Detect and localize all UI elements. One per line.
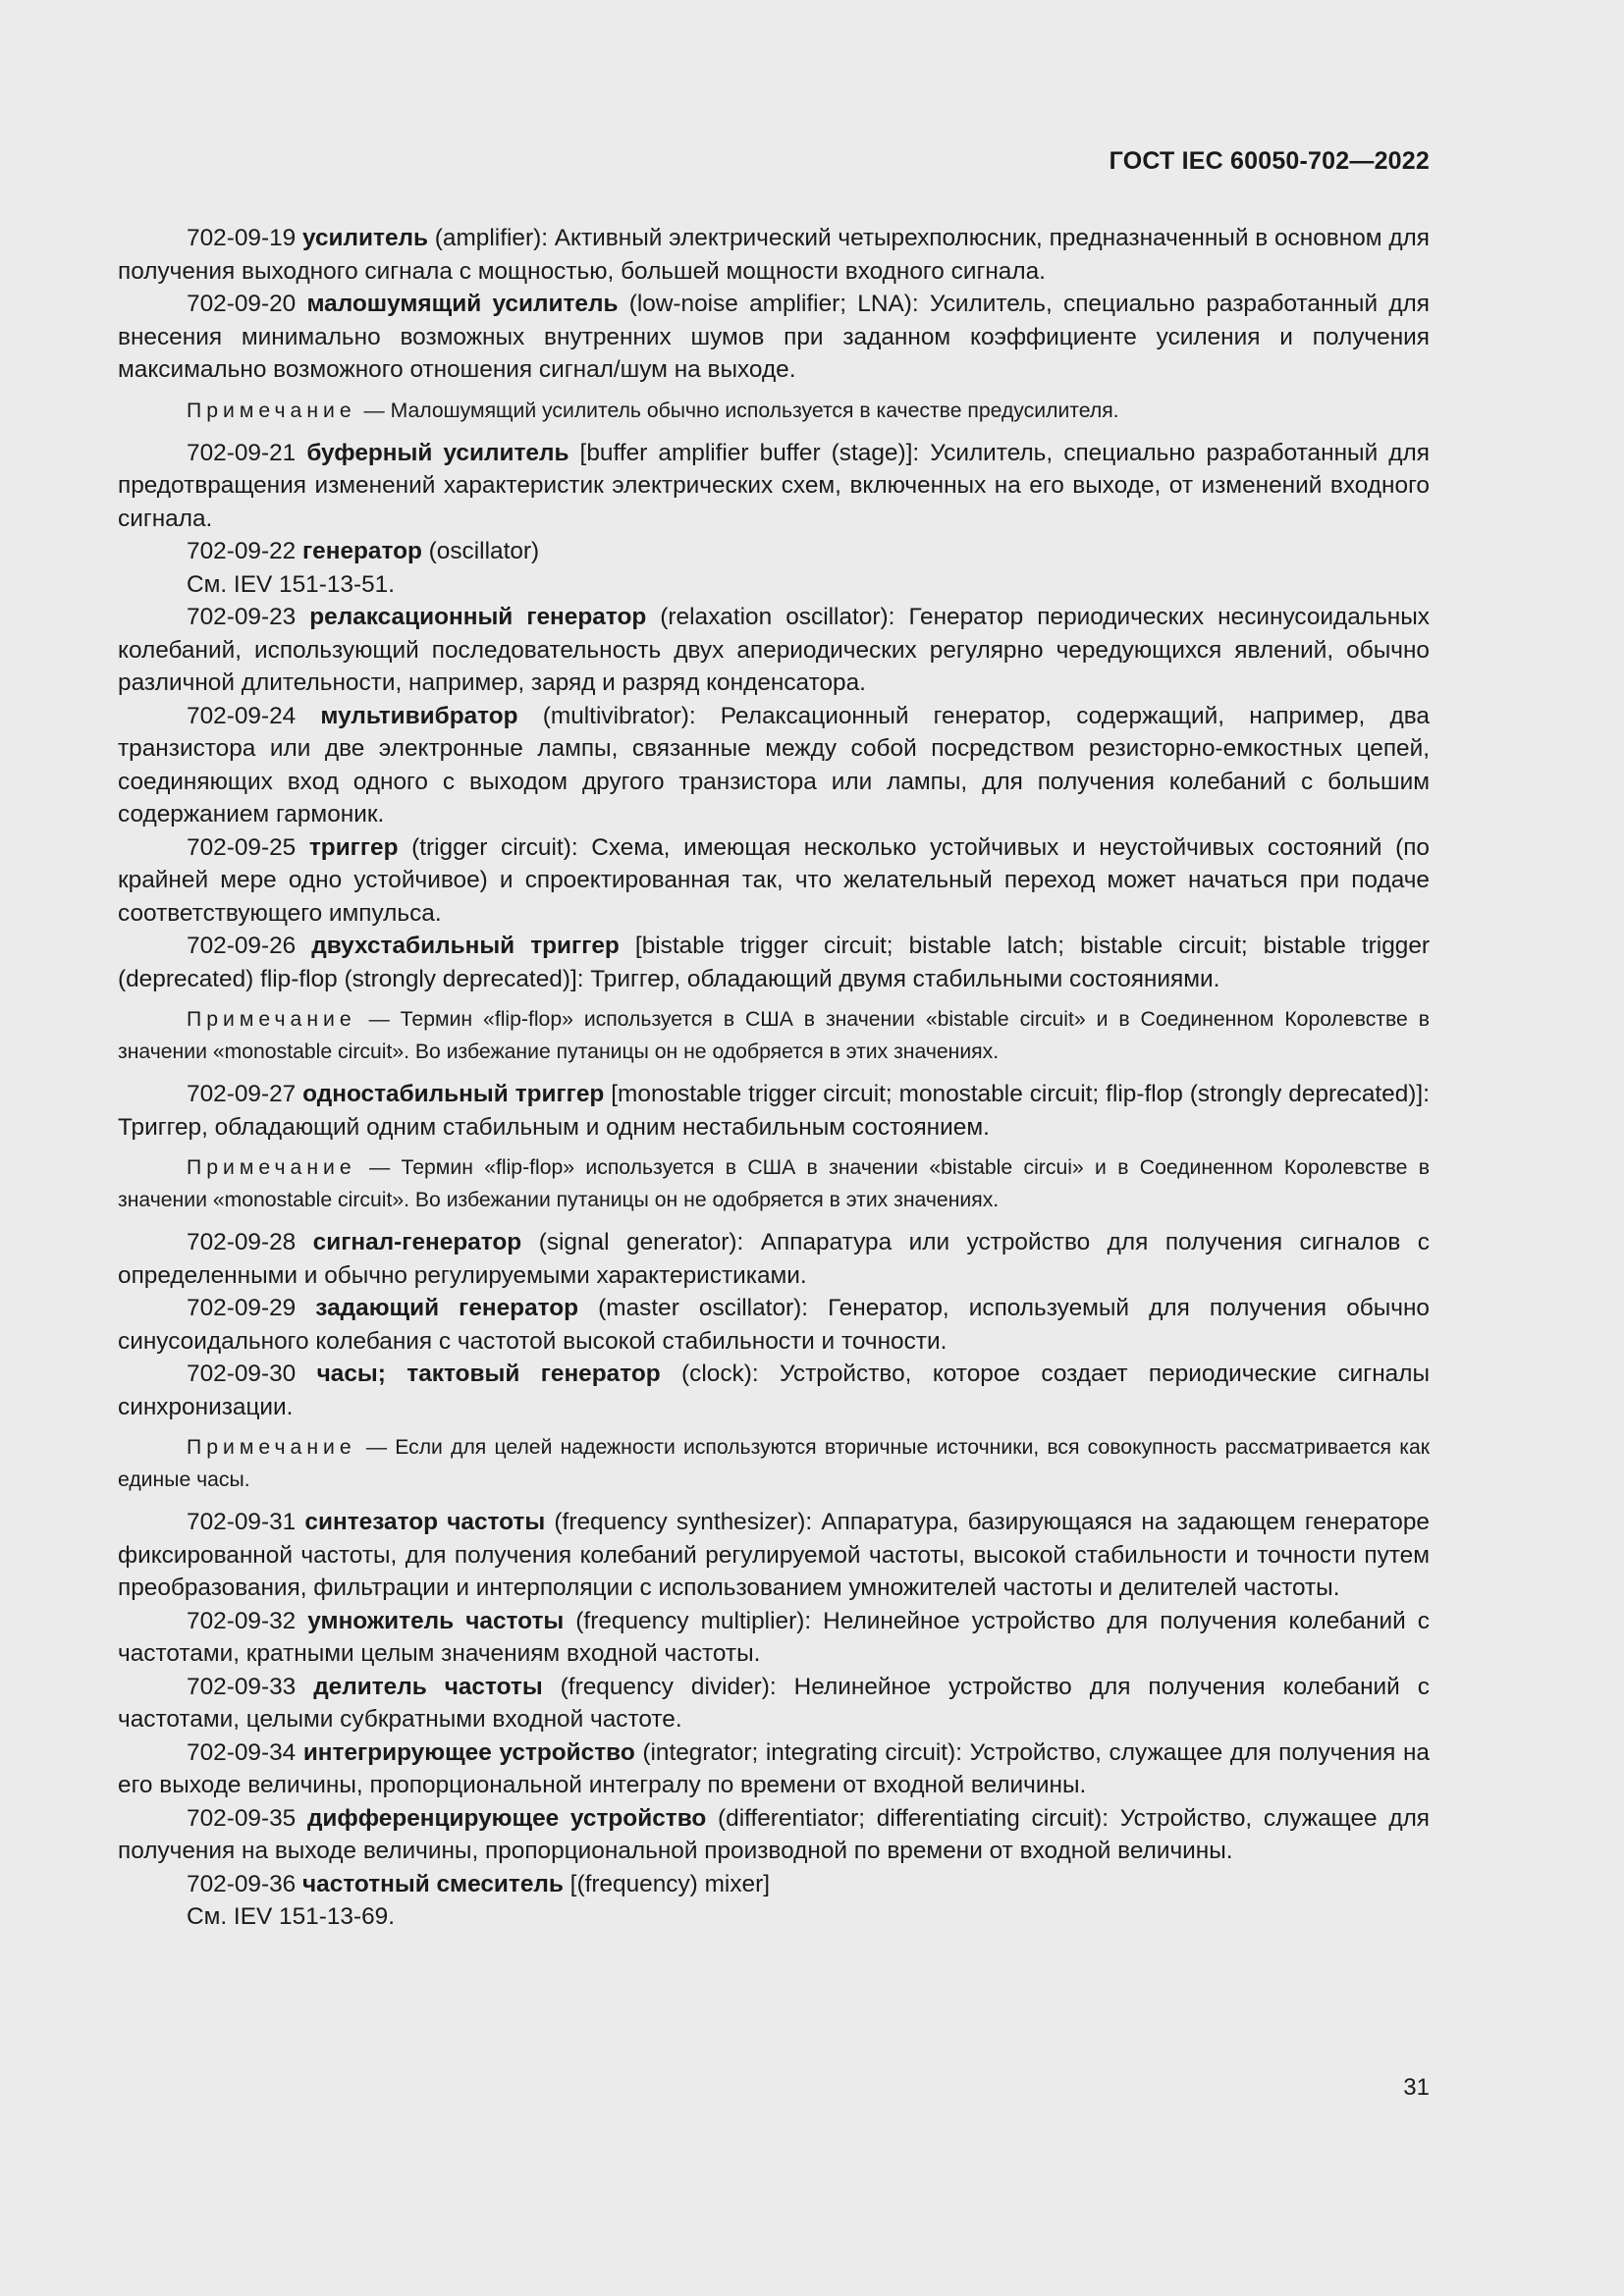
entry-number: 702-09-32 — [187, 1607, 308, 1634]
note — [118, 1431, 1430, 1496]
document-header: ГОСТ IEC 60050-702—2022 — [1109, 147, 1430, 175]
entry-definition: (amplifier): Активный электрический четырехполюсник, предназначенный в основном для получения выходного сигнала с мощностью, большей мощности входного сигнала. — [118, 225, 1430, 285]
entry-term: умножитель частоты — [307, 1607, 565, 1634]
entry-term: двухстабильный триггер — [311, 933, 620, 959]
entry-number: 702-09-21 — [187, 439, 307, 466]
entry-number: 702-09-34 — [187, 1738, 303, 1766]
entry-number: 702-09-31 — [187, 1509, 305, 1535]
term-entry — [118, 601, 1430, 700]
note — [118, 395, 1430, 427]
entry-term: триггер — [308, 833, 399, 861]
entry-definition: (clock): Устройство, которое создает периодические сигналы синхронизации. — [118, 1361, 1430, 1420]
entry-definition: [buffer amplifier buffer (stage)]: Усилитель, специально разработанный для предотвращения изменений характеристик электрических схем, включенных на его выходе, от изменений входного сигнала. — [118, 439, 1430, 532]
entry-definition: (frequency divider): Нелинейное устройство для получения колебаний с частотами, целыми субкратными входной частоте. — [118, 1673, 1430, 1733]
term-entry — [118, 535, 1430, 568]
term-entry — [118, 1671, 1430, 1736]
entry-term: интегрирующее устройство — [302, 1738, 635, 1766]
entry-number: 702-09-24 — [187, 702, 321, 729]
entry-definition: [bistable trigger circuit; bistable latch; bistable circuit; bistable trigger (deprecated) flip-flop (strongly deprecated)]: Триггер, обладающий двумя стабильными состояниями. — [118, 933, 1431, 992]
entry-term: дифференцирующее устройство — [306, 1804, 707, 1832]
entry-definition: [monostable trigger circuit; monostable circuit; flip-flop (strongly deprecated)]: Триггер, обладающий одним стабильным и одним нестабильным состоянием. — [118, 1081, 1430, 1141]
entry-term: одностабильный триггер — [302, 1081, 605, 1107]
term-entry — [118, 1736, 1430, 1802]
entry-definition: (low-noise amplifier; LNA): Усилитель, специально разработанный для внесения минимально возможных внутренних шумов при заданном коэффициенте усиления и получения максимально возможного отношения сигнал/шум на выходе. — [118, 291, 1430, 383]
term-entry — [118, 1506, 1430, 1605]
note-text: — Малошумящий усилитель обычно используется в качестве предусилителя. — [357, 399, 1119, 422]
term-entry — [118, 437, 1430, 536]
entry-number: 702-09-20 — [187, 291, 307, 317]
entry-definition: (signal generator): Аппаратура или устройство для получения сигналов с определенными и обычно регулируемыми характеристиками. — [118, 1229, 1430, 1289]
term-entry — [118, 1226, 1430, 1292]
note-text: — Термин «flip-flop» используется в США в значении «bistable circui» и в Соединенном Королевстве в значении «monostable circuit». Во избежании путаницы он не одобряется в этих значениях. — [118, 1156, 1430, 1211]
entry-definition: (frequency multiplier): Нелинейное устройство для получения колебаний с частотами, кратными целым значениям входной частоты. — [118, 1607, 1430, 1667]
note-label: Примечание — [187, 399, 356, 422]
entry-number: 702-09-19 — [187, 225, 302, 251]
term-entry — [118, 831, 1430, 931]
entry-number: 702-09-22 — [187, 538, 302, 564]
entry-term: часы; тактовый генератор — [316, 1361, 661, 1387]
note-text: — Термин «flip-flop» используется в США в значении «bistable circuit» и в Соединенном Королевстве в значении «monostable circuit». Во избежание путаницы он не одобряется в этих значениях. — [118, 1008, 1430, 1063]
note-text: — Если для целей надежности используются вторичные источники, вся совокупность рассматривается как единые часы. — [118, 1436, 1430, 1491]
entry-term: мультивибратор — [320, 702, 518, 729]
entry-term: генератор — [301, 538, 422, 564]
entry-term: релаксационный генератор — [309, 604, 647, 630]
entry-term: синтезатор частоты — [304, 1509, 546, 1535]
entry-number: 702-09-28 — [187, 1229, 313, 1255]
note-label: Примечание — [187, 1008, 356, 1031]
page-number: 31 — [1403, 2074, 1430, 2101]
entry-term: задающий генератор — [315, 1295, 579, 1321]
term-entry — [118, 1868, 1430, 1901]
entry-term: сигнал-генератор — [312, 1229, 522, 1255]
note-label: Примечание — [187, 1156, 356, 1179]
term-entry — [118, 1605, 1430, 1671]
note — [118, 1151, 1430, 1216]
cross-reference: См. IEV 151-13-69. — [187, 1903, 396, 1930]
entry-term: частотный смеситель — [301, 1870, 564, 1897]
term-entry — [118, 222, 1430, 288]
entry-number: 702-09-25 — [187, 833, 309, 861]
entry-number: 702-09-35 — [187, 1804, 307, 1832]
entry-number: 702-09-27 — [187, 1081, 303, 1107]
term-entry — [118, 288, 1430, 387]
term-entry — [118, 700, 1430, 831]
note — [118, 1003, 1430, 1068]
entry-number: 702-09-36 — [187, 1870, 302, 1897]
entry-number: 702-09-33 — [187, 1673, 314, 1700]
term-entry — [118, 930, 1430, 995]
entry-definition: (differentiator; differentiating circuit): Устройство, служащее для получения на выходе величины, пропорциональной производной по времени от входной величины. — [118, 1804, 1431, 1864]
term-entry — [118, 1802, 1430, 1868]
entry-definition: (master oscillator): Генератор, используемый для получения обычно синусоидального колебания с частотой высокой стабильности и точности. — [118, 1295, 1430, 1355]
entry-number: 702-09-30 — [187, 1361, 317, 1387]
entry-number: 702-09-29 — [187, 1295, 316, 1321]
entry-term: усилитель — [302, 225, 429, 251]
entry-term: малошумящий усилитель — [306, 291, 619, 317]
entry-number: 702-09-23 — [187, 604, 310, 630]
term-entry — [118, 1292, 1430, 1358]
document-body — [118, 222, 1430, 1934]
entry-term: буферный усилитель — [306, 439, 569, 466]
entry-number: 702-09-26 — [187, 933, 312, 959]
note-label: Примечание — [187, 1436, 356, 1459]
entry-definition: (multivibrator): Релаксационный генератор, содержащий, например, два транзистора или две электронные лампы, связанные между собой посредством резисторно-емкостных цепей, соединяющих вход одного с выходом другого транзистора или лампы, для получения колебаний с большим содержанием гармоник. — [118, 702, 1430, 828]
entry-definition: [(frequency) mixer] — [563, 1870, 770, 1897]
term-entry — [118, 1078, 1430, 1144]
cross-reference: См. IEV 151-13-51. — [187, 570, 396, 598]
entry-definition: (integrator; integrating circuit): Устройство, служащее для получения на его выходе величины, пропорциональной интегралу по времени от входной величины. — [118, 1738, 1430, 1798]
entry-term: делитель частоты — [313, 1673, 543, 1700]
term-entry — [118, 1358, 1430, 1423]
entry-definition: (oscillator) — [421, 538, 540, 564]
entry-definition: (relaxation oscillator): Генератор периодических несинусоидальных колебаний, использующий последовательность двух апериодических регулярно чередующихся явлений, обычно различной длительности, например, заряд и разряд конденсатора. — [118, 604, 1430, 696]
entry-definition: (trigger circuit): Схема, имеющая несколько устойчивых и неустойчивых состояний (по крайней мере одно устойчивое) и спроектированная так, что желательный переход может начаться при подаче соответствующего импульса. — [118, 833, 1430, 927]
entry-definition: (frequency synthesizer): Аппаратура, базирующаяся на задающем генераторе фиксированной частоты, для получения колебаний регулируемой частоты, высокой стабильности и точности путем преобразования, фильтрации и интерполяции с использованием умножителей частоты и делителей частоты. — [118, 1509, 1430, 1601]
